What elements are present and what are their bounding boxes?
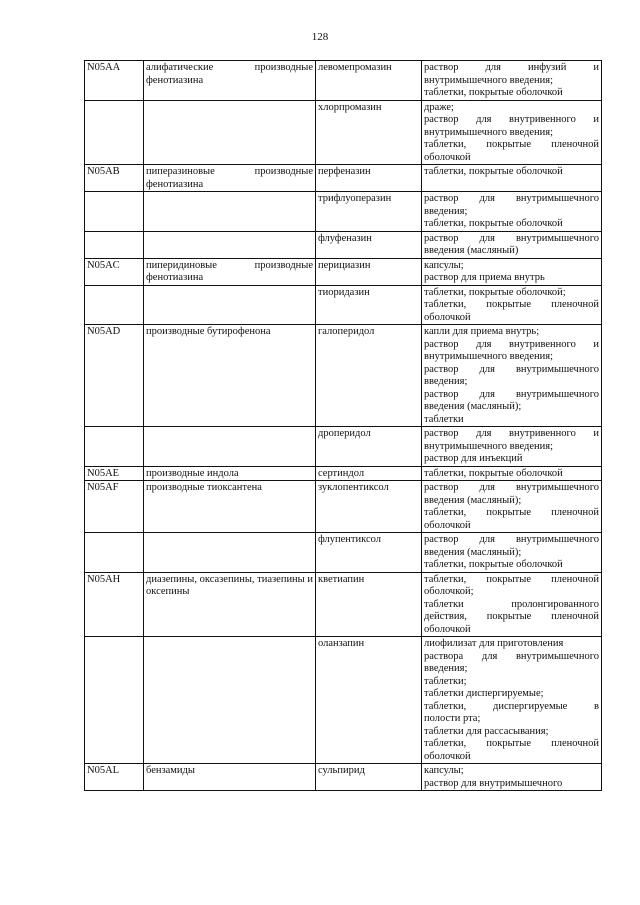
atc-code-cell: [85, 285, 144, 325]
atc-code-cell: [85, 100, 144, 165]
drug-name-cell: перициазин: [316, 258, 422, 285]
dosage-form-line: раствор для внутримышечного: [424, 193, 599, 204]
atc-code-cell: [85, 192, 144, 232]
atc-code-cell: [85, 533, 144, 573]
dosage-form-line: внутримышечного введения;: [424, 74, 554, 86]
dosage-form-line: внутримышечного введения;: [424, 440, 554, 452]
table-row: [85, 325, 602, 427]
dosage-form-line: введения (масляный);: [424, 546, 522, 558]
drug-name-cell: флуфеназин: [316, 231, 422, 258]
dosage-form-line: раствора для внутримышечного: [424, 650, 599, 662]
table-row: [85, 165, 602, 192]
dosage-form-cell: [422, 481, 602, 533]
dosage-form-line: таблетки, покрытые оболочкой;: [424, 286, 566, 298]
dosage-form-line: таблетки для рассасывания;: [424, 725, 549, 737]
dosage-form-line: введения;: [424, 205, 468, 217]
group-cell: [144, 533, 316, 573]
dosage-form-cell: [422, 165, 602, 192]
dosage-form-line: капли для приема внутрь;: [424, 326, 540, 337]
atc-code-cell: [85, 637, 144, 764]
dosage-form-cell: [422, 325, 602, 427]
table-row: [85, 100, 602, 165]
atc-code-cell: N05AE: [85, 466, 144, 481]
table-row: [85, 192, 602, 232]
dosage-form-line: таблетки, покрытые пленочной: [424, 738, 599, 749]
dosage-form-line: таблетки, покрытые оболочкой: [424, 559, 563, 570]
dosage-form-line: раствор для внутривенного и: [424, 338, 599, 350]
table-row: [85, 466, 602, 481]
dosage-form-line: оболочкой: [424, 623, 471, 635]
group-cell: производные индола: [144, 466, 316, 481]
dosage-form-line: введения;: [424, 663, 468, 674]
drug-name-cell: галоперидол: [316, 325, 422, 427]
dosage-form-line: раствор для внутримышечного: [424, 363, 599, 375]
drug-name-cell: оланзапин: [316, 637, 422, 764]
dosage-form-line: внутримышечного введения;: [424, 351, 554, 362]
dosage-form-line: таблетки: [424, 413, 464, 425]
dosage-form-line: таблетки, покрытые пленочной: [424, 139, 599, 150]
group-cell: [144, 100, 316, 165]
dosage-form-cell: [422, 61, 602, 101]
dosage-form-line: введения (масляный): [424, 245, 519, 256]
table-row: [85, 285, 602, 325]
group-cell: алифатические производные фенотиазина: [144, 61, 316, 101]
drug-name-cell: левомепромазин: [316, 61, 422, 101]
group-cell: диазепины, оксазепины, тиазепины и оксепины: [144, 572, 316, 637]
table-row: [85, 258, 602, 285]
group-cell: пиперидиновые производные фенотиазина: [144, 258, 316, 285]
dosage-form-line: таблетки, покрытые оболочкой: [424, 166, 563, 177]
dosage-form-line: раствор для инъекций: [424, 453, 523, 464]
group-cell: [144, 231, 316, 258]
dosage-form-line: раствор для внутримышечного: [424, 388, 599, 400]
drug-name-cell: сертиндол: [316, 466, 422, 481]
atc-code-cell: N05AC: [85, 258, 144, 285]
dosage-form-cell: [422, 100, 602, 165]
group-cell: производные тиоксантена: [144, 481, 316, 533]
dosage-form-line: таблетки, покрытые пленочной: [424, 573, 599, 585]
dosage-form-line: введения (масляный);: [424, 494, 522, 506]
dosage-form-line: оболочкой;: [424, 586, 474, 597]
dosage-form-cell: [422, 764, 602, 791]
table-row: [85, 572, 602, 637]
dosage-form-line: оболочкой: [424, 519, 471, 531]
dosage-form-line: таблетки, покрытые оболочкой: [424, 218, 563, 229]
dosage-form-cell: [422, 466, 602, 481]
drug-name-cell: кветиапин: [316, 572, 422, 637]
atc-code-cell: [85, 427, 144, 467]
dosage-form-line: раствор для внутривенного и: [424, 428, 599, 439]
dosage-form-line: раствор для внутримышечного: [424, 534, 599, 545]
table-row: [85, 637, 602, 764]
dosage-form-line: оболочкой: [424, 151, 471, 163]
dosage-form-line: оболочкой: [424, 311, 471, 323]
atc-code-cell: N05AF: [85, 481, 144, 533]
group-cell: [144, 637, 316, 764]
group-cell: [144, 285, 316, 325]
dosage-form-cell: [422, 231, 602, 258]
dosage-form-line: введения;: [424, 376, 468, 387]
dosage-form-line: лиофилизат для приготовления: [424, 638, 564, 649]
dosage-form-line: таблетки;: [424, 675, 467, 687]
atc-code-cell: [85, 231, 144, 258]
table-row: [85, 61, 602, 101]
atc-code-cell: N05AA: [85, 61, 144, 101]
dosage-form-line: введения (масляный);: [424, 401, 522, 412]
atc-code-cell: N05AB: [85, 165, 144, 192]
atc-code-cell: N05AL: [85, 764, 144, 791]
table-row: [85, 764, 602, 791]
table-row: [85, 427, 602, 467]
dosage-form-line: раствор для приема внутрь: [424, 272, 545, 283]
drug-name-cell: трифлуоперазин: [316, 192, 422, 232]
dosage-form-line: раствор для инфузий и: [424, 62, 599, 73]
table-row: [85, 481, 602, 533]
dosage-form-line: раствор для внутривенного и: [424, 114, 599, 125]
group-cell: бензамиды: [144, 764, 316, 791]
page-number: 128: [311, 31, 329, 43]
dosage-form-cell: [422, 258, 602, 285]
group-cell: [144, 192, 316, 232]
dosage-form-line: капсулы;: [424, 259, 464, 271]
dosage-form-line: драже;: [424, 101, 454, 113]
dosage-form-cell: [422, 427, 602, 467]
dosage-form-cell: [422, 192, 602, 232]
atc-code-cell: N05AD: [85, 325, 144, 427]
drug-table: [84, 60, 602, 791]
table-body: [85, 61, 602, 791]
group-cell: пиперазиновые производные фенотиазина: [144, 165, 316, 192]
drug-name-cell: хлорпромазин: [316, 100, 422, 165]
dosage-form-line: оболочкой: [424, 750, 471, 762]
dosage-form-line: таблетки, диспергируемые в: [424, 700, 599, 712]
dosage-form-line: таблетки, покрытые пленочной: [424, 299, 599, 310]
dosage-form-cell: [422, 637, 602, 764]
dosage-form-line: таблетки, покрытые оболочкой: [424, 87, 563, 98]
group-cell: [144, 427, 316, 467]
drug-name-cell: сульпирид: [316, 764, 422, 791]
dosage-form-line: раствор для внутримышечного: [424, 777, 563, 789]
drug-name-cell: тиоридазин: [316, 285, 422, 325]
dosage-form-cell: [422, 533, 602, 573]
table-row: [85, 533, 602, 573]
dosage-form-line: действия, покрытые пленочной: [424, 611, 599, 622]
dosage-form-line: таблетки диспергируемые;: [424, 688, 544, 699]
dosage-form-cell: [422, 285, 602, 325]
drug-name-cell: флупентиксол: [316, 533, 422, 573]
table-row: [85, 231, 602, 258]
atc-code-cell: N05AH: [85, 572, 144, 637]
dosage-form-line: внутримышечного введения;: [424, 126, 554, 138]
drug-name-cell: перфеназин: [316, 165, 422, 192]
dosage-form-line: таблетки, покрытые пленочной: [424, 507, 599, 518]
group-cell: производные бутирофенона: [144, 325, 316, 427]
dosage-form-cell: [422, 572, 602, 637]
dosage-form-line: таблетки, покрытые оболочкой: [424, 467, 563, 479]
drug-name-cell: дроперидол: [316, 427, 422, 467]
drug-name-cell: зуклопентиксол: [316, 481, 422, 533]
dosage-form-line: полости рта;: [424, 713, 481, 724]
dosage-form-line: таблетки пролонгированного: [424, 598, 599, 610]
dosage-form-line: раствор для внутримышечного: [424, 482, 599, 493]
dosage-form-line: капсулы;: [424, 765, 464, 776]
dosage-form-line: раствор для внутримышечного: [424, 232, 599, 244]
